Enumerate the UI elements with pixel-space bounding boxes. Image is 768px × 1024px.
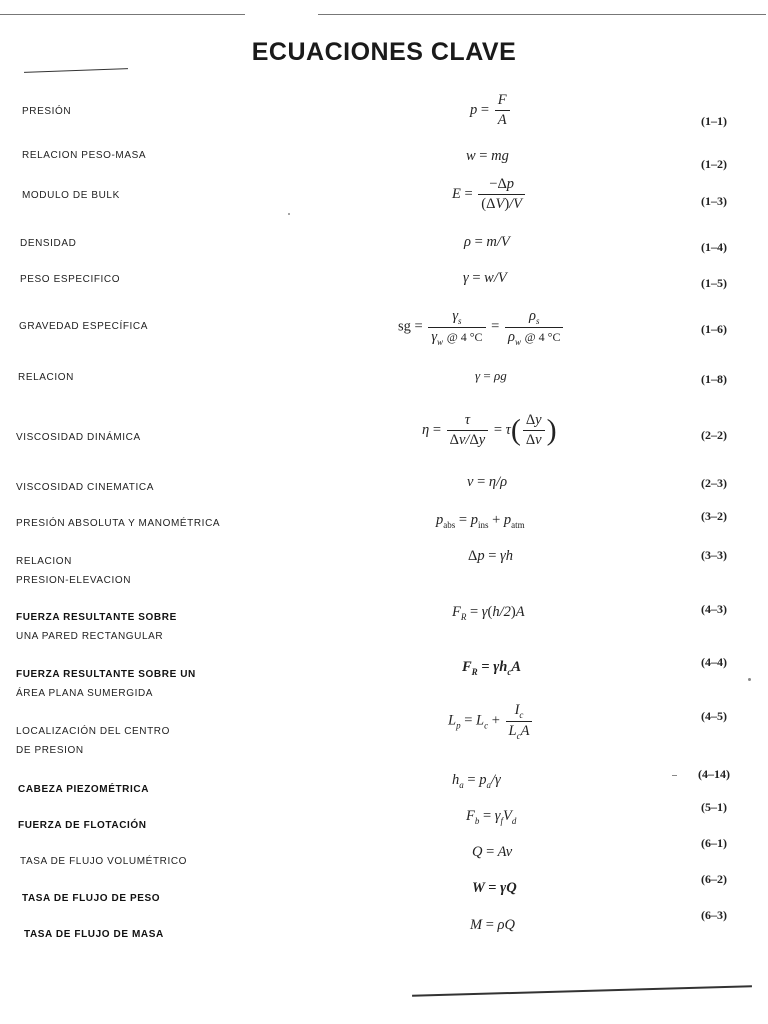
equation-number: (2–3) — [701, 476, 727, 490]
equation-number: (1–8) — [701, 372, 727, 386]
equation-label: RELACION — [18, 372, 74, 383]
equation-formula: $F_R = \gamma h_cA$ — [462, 659, 521, 677]
equation-formula: γ = w/V — [463, 270, 507, 286]
equation-label: RELACION — [16, 556, 72, 567]
equation-label: MODULO DE BULK — [22, 190, 120, 201]
equation-formula: $F_b = \gamma_fV_d$ — [466, 808, 517, 826]
equation-formula: w = mg — [466, 148, 509, 164]
scan-speck — [288, 213, 290, 215]
equation-formula: $h_a = p_a/\gamma$ — [452, 772, 501, 790]
equation-number: (6–2) — [701, 872, 727, 886]
equation-label: PRESIÓN — [22, 106, 72, 117]
equation-number: (1–5) — [701, 276, 727, 290]
equation-formula: sg = $\frac{\gamma_s}{\gamma_w @ 4 ^\circ C}$ = $\frac{\rho_s}{\rho_w @ 4 ^\circ C}$ — [398, 308, 565, 347]
top-rule-right — [318, 14, 766, 15]
equation-label: VISCOSIDAD CINEMATICA — [16, 482, 154, 493]
equation-number: (4–14) — [698, 767, 730, 781]
equation-number: (4–3) — [701, 602, 727, 616]
equation-label: TASA DE FLUJO DE MASA — [24, 929, 164, 940]
equation-label: FUERZA DE FLOTACIÓN — [18, 820, 147, 831]
equation-label: FUERZA RESULTANTE SOBRE UN — [16, 669, 196, 680]
equation-formula: γ = ρg — [475, 368, 507, 383]
equation-label: TASA DE FLUJO VOLUMÉTRICO — [20, 856, 188, 867]
top-rule-left — [0, 14, 245, 15]
bottom-rule — [412, 985, 752, 996]
equation-label: FUERZA RESULTANTE SOBRE — [16, 612, 177, 623]
equation-label: DENSIDAD — [20, 238, 77, 249]
equation-formula: $p_{abs} = p_{ins} + p_{atm}$ — [436, 512, 525, 530]
equation-number: (4–5) — [701, 709, 727, 723]
page-title: ECUACIONES CLAVE — [251, 38, 517, 66]
equation-number: (5–1) — [701, 800, 727, 814]
equation-label: TASA DE FLUJO DE PESO — [22, 893, 161, 904]
equation-number: (3–3) — [701, 548, 727, 562]
equation-label: PRESIÓN ABSOLUTA Y MANOMÉTRICA — [16, 518, 221, 529]
equation-formula: p = $\frac{F}{A}$ — [470, 92, 512, 129]
equation-label: RELACION PESO-MASA — [22, 150, 147, 161]
equation-formula: $F_R = \gamma(h/2)A$ — [452, 604, 525, 622]
equation-label: PESO ESPECIFICO — [20, 274, 121, 285]
equation-formula: ν = η/ρ — [467, 474, 508, 490]
equation-formula: W = γQ — [472, 880, 517, 896]
equation-number: (6–1) — [701, 836, 727, 850]
equation-number: (2–2) — [701, 428, 727, 442]
equation-label: LOCALIZACIÓN DEL CENTRO — [16, 726, 171, 737]
scan-speck — [672, 775, 677, 776]
equation-formula: Q = Av — [472, 844, 513, 860]
equation-number: (1–6) — [701, 322, 727, 336]
equation-label-line2: UNA PARED RECTANGULAR — [16, 631, 164, 642]
equation-label: CABEZA PIEZOMÉTRICA — [18, 784, 150, 795]
equation-formula: M = ρQ — [470, 917, 515, 933]
equation-number: (3–2) — [701, 509, 727, 523]
equation-formula: E = $\frac{-\Delta p}{(\Delta V)/V}$ — [452, 176, 527, 213]
equation-number: (6–3) — [701, 908, 727, 922]
equation-number: (1–1) — [701, 114, 727, 128]
equation-formula: η = $\frac{\tau}{\Delta v/\Delta y}$ = τ( $\frac{\Delta y}{\Delta v}$ ) — [422, 412, 557, 448]
equation-formula: $L_p = L_c$ + $\frac{I_c}{L_cA}$ — [448, 702, 534, 741]
equation-formula: Δp = γh — [468, 548, 513, 564]
equation-label: VISCOSIDAD DINÁMICA — [16, 432, 141, 443]
equation-number: (4–4) — [701, 655, 727, 669]
title-underline-mark — [24, 68, 128, 73]
equation-label-line2: ÁREA PLANA SUMERGIDA — [16, 688, 154, 699]
equation-label-line2: PRESION-ELEVACION — [16, 575, 132, 586]
equation-formula: ρ = m/V — [464, 234, 510, 250]
equation-number: (1–4) — [701, 240, 727, 254]
equation-label-line2: DE PRESION — [16, 745, 84, 756]
equation-label: GRAVEDAD ESPECÍFICA — [19, 321, 149, 332]
equation-number: (1–2) — [701, 157, 727, 171]
equation-number: (1–3) — [701, 194, 727, 208]
scan-speck — [748, 678, 751, 681]
